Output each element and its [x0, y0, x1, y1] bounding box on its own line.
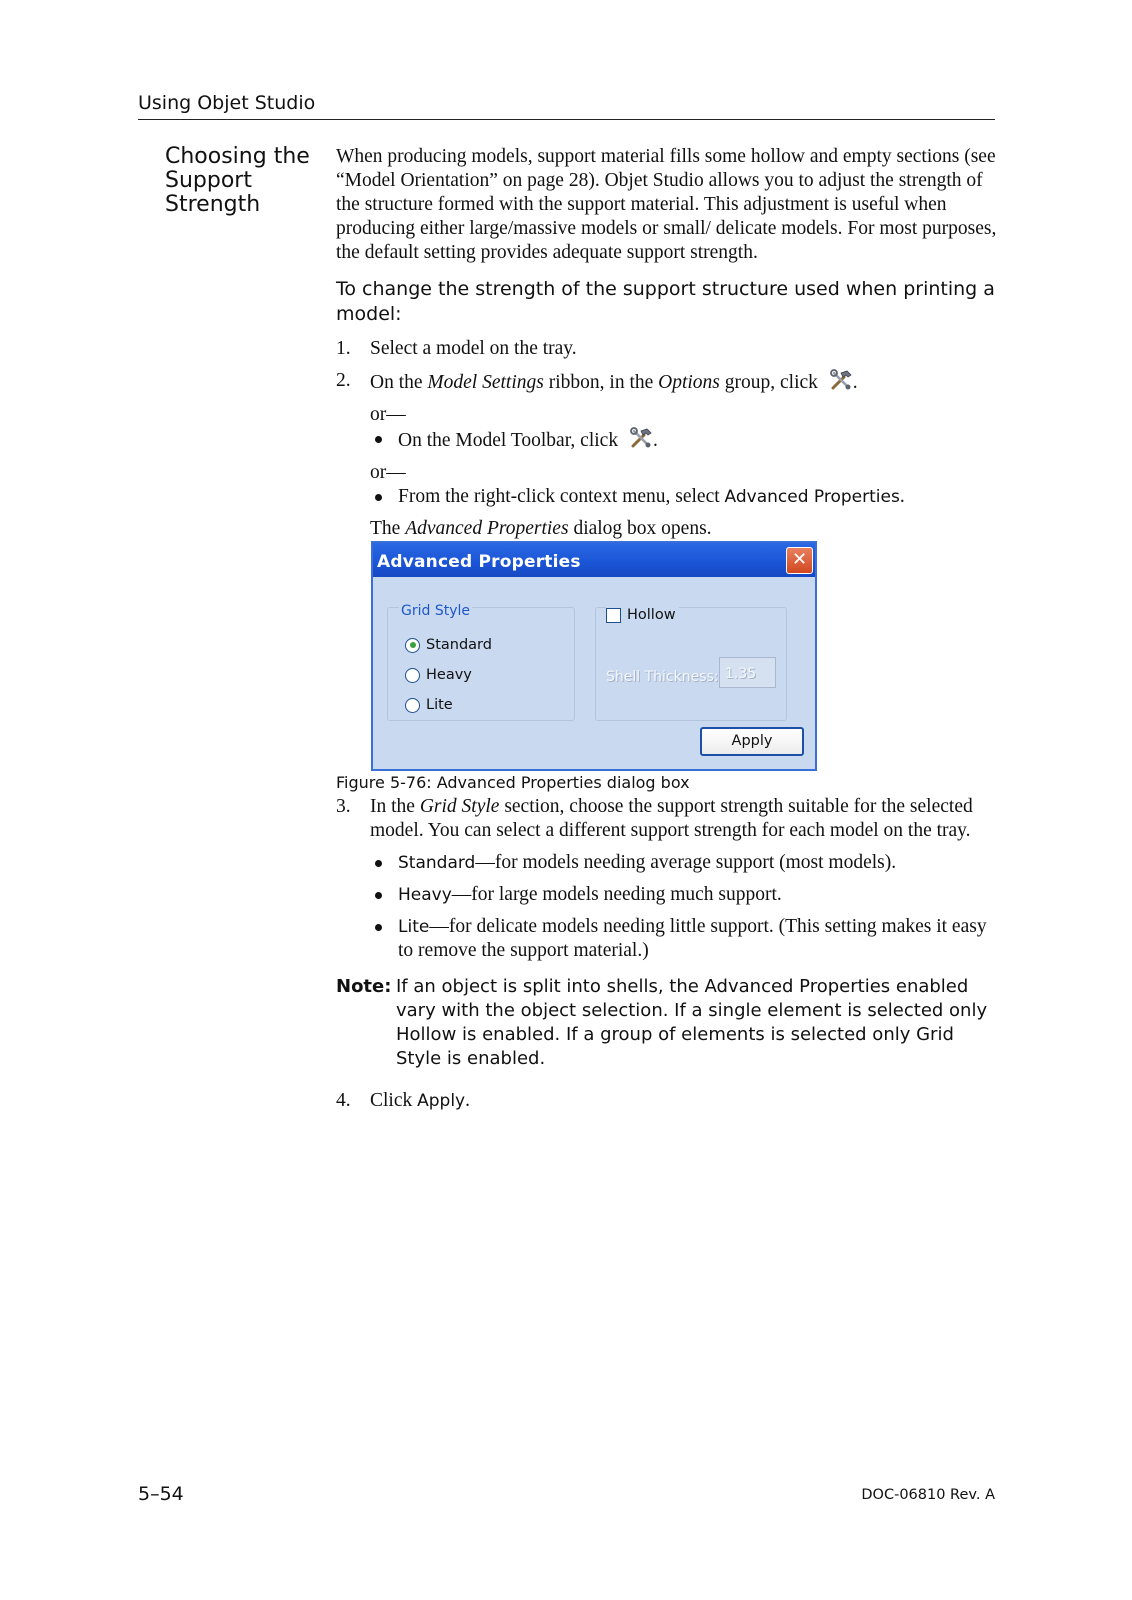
option-description: —for delicate models needing little support. (This setting makes it easy to remove the support material.): [398, 916, 987, 961]
bullet-context-menu: [336, 485, 998, 509]
menu-item-name: Advanced Properties: [724, 487, 900, 507]
step-text-post: group, click: [719, 372, 818, 393]
page-number: 5–54: [138, 1483, 184, 1505]
radio-heavy[interactable]: [405, 665, 472, 685]
bullet-text: On the Model Toolbar, click: [398, 430, 619, 451]
checkbox-unchecked-icon[interactable]: [606, 608, 621, 623]
step-text-end: .: [465, 1090, 470, 1111]
bullet-text-end: .: [652, 430, 658, 451]
bullet-text-pre: From the right-click context menu, select: [398, 486, 725, 507]
option-name: Heavy: [398, 885, 452, 905]
note: [336, 975, 998, 1071]
note-text: If an object is split into shells, the Advanced Properties enabled vary with the object selection. If a single element is selected only Hollow is enabled. If a group of elements is selected only Grid Style is enabled.: [396, 976, 988, 1069]
bullet-model-toolbar: [336, 427, 998, 453]
dialog-name: Advanced Properties: [405, 518, 569, 539]
section-name: Grid Style: [419, 796, 500, 817]
hammer-wrench-icon: [829, 369, 853, 391]
radio-label: Heavy: [426, 667, 472, 683]
apply-button[interactable]: Apply: [700, 727, 804, 756]
step-text-pre: Click: [370, 1090, 418, 1111]
step-text-end: .: [852, 372, 858, 393]
procedure-intro: To change the strength of the support structure used when printing a model:: [336, 278, 995, 325]
advanced-properties-dialog: [371, 541, 817, 771]
hammer-wrench-icon: [629, 427, 653, 449]
section-title: Choosing the Support Strength: [165, 144, 310, 217]
radio-selected-icon[interactable]: [405, 638, 420, 653]
step-text: Select a model on the tray.: [370, 338, 577, 359]
close-icon[interactable]: ✕: [786, 547, 813, 574]
radio-unselected-icon[interactable]: [405, 698, 420, 713]
bullet-lite: [336, 915, 998, 963]
option-name: Standard: [398, 853, 476, 873]
step-text-pre: On the: [370, 372, 428, 393]
group-name: Options: [658, 372, 720, 393]
ribbon-name: Model Settings: [427, 372, 544, 393]
dialog-titlebar: [373, 543, 815, 577]
radio-label: Lite: [426, 697, 453, 713]
step-text-pre: In the: [370, 796, 420, 817]
radio-unselected-icon[interactable]: [405, 668, 420, 683]
radio-label: Standard: [426, 637, 492, 653]
or-separator: or—: [370, 404, 406, 425]
header-rule: [138, 119, 995, 120]
document-id: DOC-06810 Rev. A: [861, 1487, 995, 1503]
bullet-text-end: .: [899, 486, 905, 507]
step-text-mid: ribbon, in the: [543, 372, 659, 393]
step-4: [336, 1089, 998, 1113]
radio-standard[interactable]: [405, 635, 492, 655]
dialog-opens-text: [336, 517, 998, 541]
grid-style-label: Grid Style: [399, 599, 472, 623]
note-label: Note:: [336, 976, 392, 997]
step-number: 4.: [336, 1090, 351, 1111]
step-3: [336, 795, 998, 843]
shell-thickness-label: Shell Thickness:: [606, 669, 719, 685]
running-head: Using Objet Studio: [138, 92, 316, 114]
step-2: [336, 369, 998, 395]
figure-caption: Figure 5-76: Advanced Properties dialog box: [336, 773, 690, 792]
text-post: dialog box opens.: [568, 518, 712, 539]
option-description: —for large models needing much support.: [451, 884, 782, 905]
or-separator: or—: [370, 462, 406, 483]
radio-lite[interactable]: [405, 695, 453, 715]
step-number: 2.: [336, 370, 351, 391]
hollow-label: Hollow: [627, 607, 676, 623]
bullet-heavy: [336, 883, 998, 907]
bullet-standard: [336, 851, 998, 875]
dialog-title: Advanced Properties: [377, 552, 581, 572]
text-pre: The: [370, 518, 406, 539]
shell-thickness-input[interactable]: 1.35: [719, 657, 776, 688]
step-1: [336, 337, 998, 361]
intro-paragraph: When producing models, support material fills some hollow and empty sections (see “Model Orientation” on page 28). Objet Studio allows you to adjust the strength of the structure formed with the support material. This adjustment is useful when producing either large/massive models or small/ delicate models. For most purposes, the default setting provides adequate support strength.: [336, 146, 997, 263]
step-text-post: section, choose the support strength suitable for the selected model. You can select a different support strength for each model on the tray.: [370, 796, 973, 841]
step-number: 1.: [336, 338, 351, 359]
hollow-checkbox[interactable]: [606, 603, 679, 627]
section-body: [336, 145, 998, 1121]
option-description: —for models needing average support (most models).: [475, 852, 897, 873]
step-number: 3.: [336, 796, 351, 817]
button-name: Apply: [417, 1091, 466, 1111]
option-name: Lite: [398, 917, 430, 937]
